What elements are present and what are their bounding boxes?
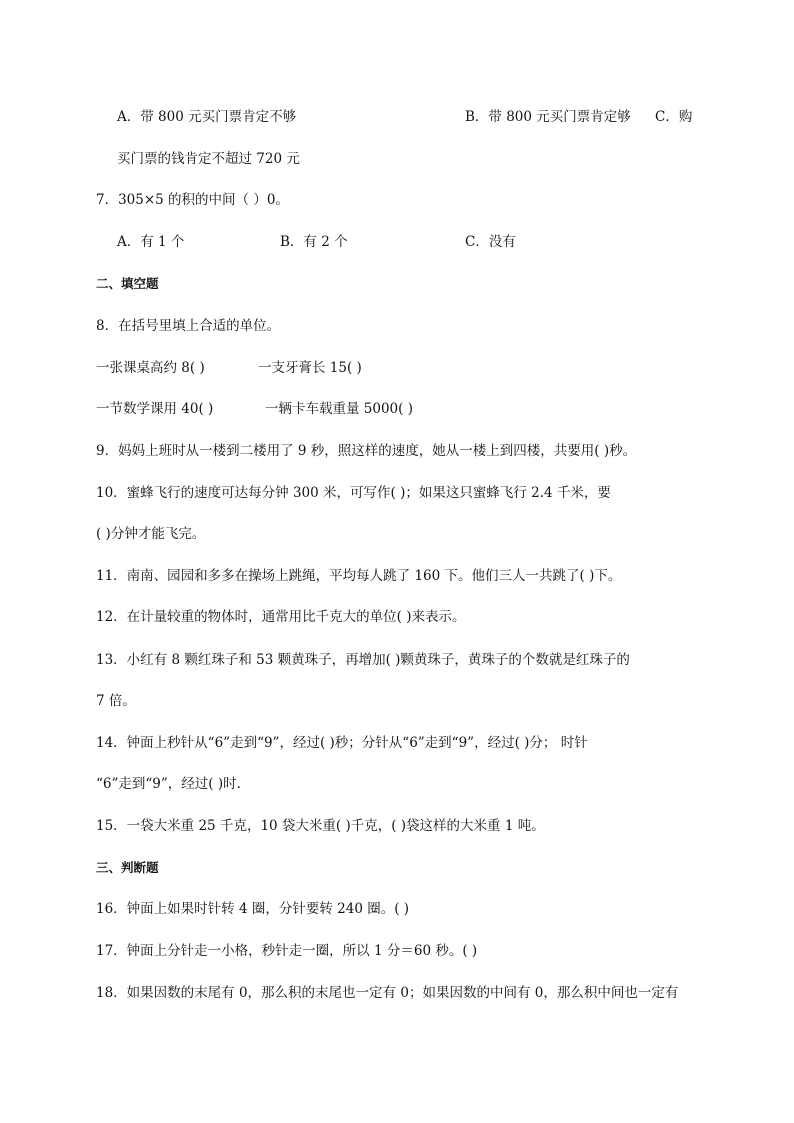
q6-option-b: B．带 800 元买门票肯定够 xyxy=(465,109,631,125)
q7-option-a: A．有 1 个 xyxy=(117,234,185,250)
q14-line-2: “6”走到“9”，经过( )时. xyxy=(96,776,241,792)
section-title-fill-in: 二、填空题 xyxy=(96,276,159,291)
q10-line-1: 10．蜜蜂飞行的速度可达每分钟 300 米，可写作( )；如果这只蜜蜂飞行 2.4 千米，要 xyxy=(96,485,611,501)
q12-text: 12．在计量较重的物体时，通常用比千克大的单位( )来表示。 xyxy=(96,609,466,625)
q13-line-1: 13．小红有 8 颗红珠子和 53 颗黄珠子，再增加( )颗黄珠子，黄珠子的个数就是红珠子的 xyxy=(96,652,630,668)
q8-item-math-class: 一节数学课用 40( ) xyxy=(96,401,214,417)
q9-text: 9．妈妈上班时从一楼到二楼用了 9 秒，照这样的速度，她从一楼上到四楼，共要用( )秒。 xyxy=(96,443,637,459)
q13-line-2: 7 倍。 xyxy=(96,693,136,709)
q14-line-1: 14．钟面上秒针从“6”走到“9”，经过( )秒；分针从“6”走到“9”，经过( )分； 时针 xyxy=(96,735,588,751)
q8-item-desk-height: 一张课桌高约 8( ) xyxy=(96,360,205,376)
q8-item-toothpaste-length: 一支牙膏长 15( ) xyxy=(258,360,362,376)
q8-item-truck-load: 一辆卡车载重量 5000( ) xyxy=(265,401,413,417)
q6-option-a: A．带 800 元买门票肯定不够 xyxy=(117,109,297,125)
q7-stem: 7．305×5 的积的中间（ ）0。 xyxy=(96,192,289,208)
q17-text: 17．钟面上分针走一小格，秒针走一圈，所以 1 分＝60 秒。( ) xyxy=(96,943,478,959)
q7-option-b: B．有 2 个 xyxy=(280,234,348,250)
q18-text: 18．如果因数的末尾有 0，那么积的末尾也一定有 0；如果因数的中间有 0，那么积中间也一定有 xyxy=(96,985,679,1001)
q8-stem: 8．在括号里填上合适的单位。 xyxy=(96,318,281,334)
q7-option-c: C．没有 xyxy=(465,234,516,250)
q6-option-c-head: C．购 xyxy=(655,109,693,125)
q10-line-2: ( )分钟才能飞完。 xyxy=(96,526,206,542)
q16-text: 16．钟面上如果时针转 4 圈，分针要转 240 圈。( ) xyxy=(96,901,410,917)
q11-text: 11．南南、园园和多多在操场上跳绳，平均每人跳了 160 下。他们三人一共跳了( )下。 xyxy=(96,568,622,584)
section-title-judgement: 三、判断题 xyxy=(96,860,159,875)
q6-option-c-continued: 买门票的钱肯定不超过 720 元 xyxy=(117,151,300,167)
q15-text: 15．一袋大米重 25 千克，10 袋大米重( )千克，( )袋这样的大米重 1 吨。 xyxy=(96,818,545,834)
